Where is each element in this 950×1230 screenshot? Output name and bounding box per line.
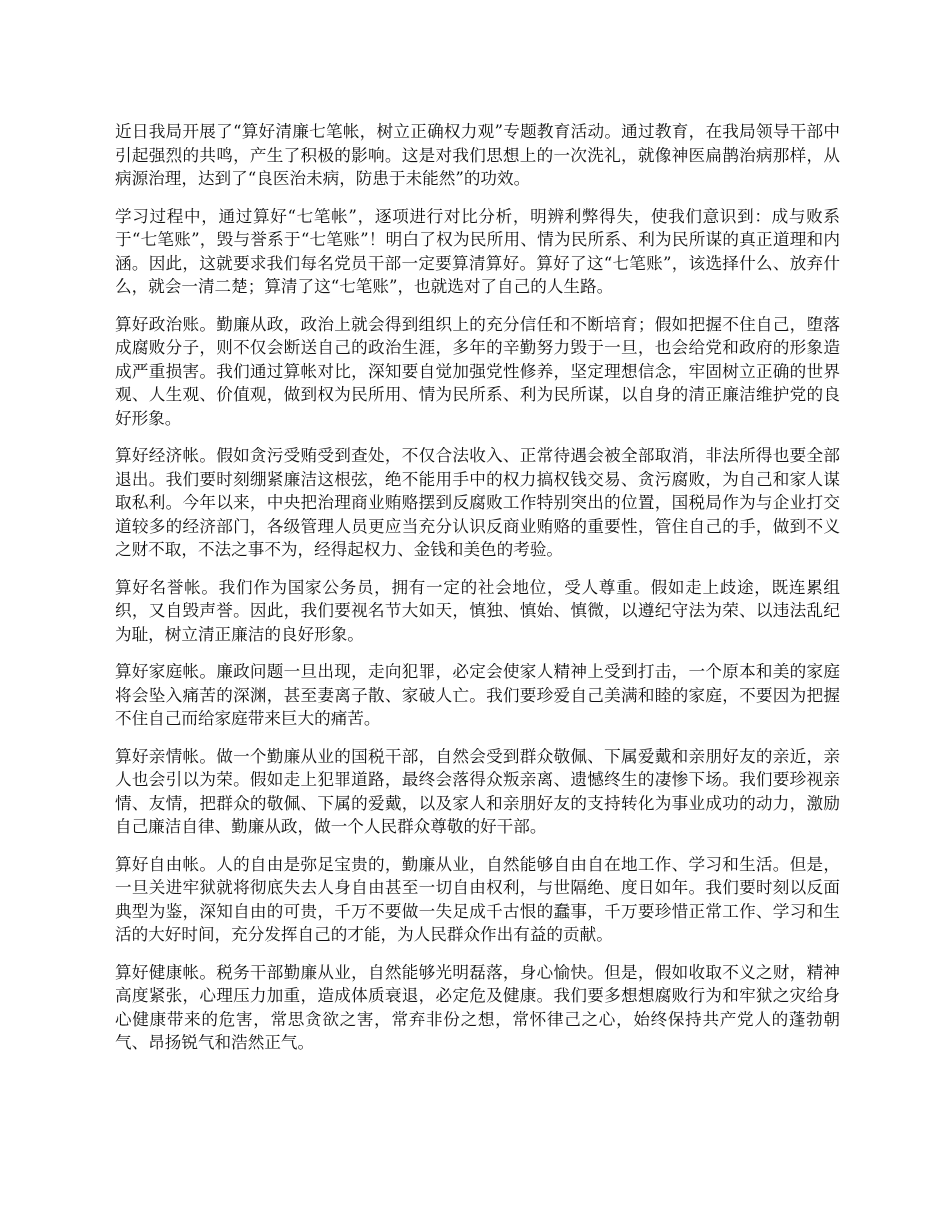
paragraph-family-account: 算好家庭帐。廉政问题一旦出现，走向犯罪，必定会使家人精神上受到打击，一个原本和美的家庭将会坠入痛苦的深渊，甚至妻离子散、家破人亡。我们要珍爱自己美满和睦的家庭，不要因为把握不住自己而给家庭带来巨大的痛苦。: [115, 662, 840, 728]
paragraph-health-account: 算好健康帐。税务干部勤廉从业，自然能够光明磊落，身心愉快。但是，假如收取不义之财，精神高度紧张，心理压力加重，造成体质衰退，必定危及健康。我们要多想想腐败行为和牢狱之灾给身心健康带来的危害，常思贪欲之害，常弃非份之想，常怀律己之心，始终保持共产党人的蓬勃朝气、昂扬锐气和浩然正气。: [115, 962, 840, 1052]
paragraph-economic-account: 算好经济帐。假如贪污受贿受到查处，不仅合法收入、正常待遇会被全部取消，非法所得也要全部退出。我们要时刻绷紧廉洁这根弦，绝不能用手中的权力搞权钱交易、贪污腐败，为自己和家人谋取私利。今年以来，中央把治理商业贿赂摆到反腐败工作特别突出的位置，国税局作为与企业打交道较多的经济部门，各级管理人员更应当充分认识反商业贿赂的重要性，管住自己的手，做到不义之财不取，不法之事不为，经得起权力、金钱和美色的考验。: [115, 446, 840, 559]
paragraph-reputation-account: 算好名誉帐。我们作为国家公务员，拥有一定的社会地位，受人尊重。假如走上歧途，既连累组织，又自毁声誉。因此，我们要视名节大如天，慎独、慎始、慎微，以遵纪守法为荣、以违法乱纪为耻，树立清正廉洁的良好形象。: [115, 577, 840, 644]
paragraph-study-process: 学习过程中，通过算好“七笔帐”，逐项进行对比分析，明辨利弊得失，使我们意识到：成与败系于“七笔账”，毁与誉系于“七笔账”！明白了权为民所用、情为民所系、利为民所谋的真正道理和内涵。因此，这就要求我们每名党员干部一定要算清算好。算好了这“七笔账”，该选择什么、放弃什么，就会一清二楚；算清了这“七笔账”，也就选对了自己的人生路。: [115, 206, 840, 296]
paragraph-kinship-account: 算好亲情帐。做一个勤廉从业的国税干部，自然会受到群众敬佩、下属爱戴和亲朋好友的亲近，亲人也会引以为荣。假如走上犯罪道路，最终会落得众叛亲离、遗憾终生的凄惨下场。我们要珍视亲情、友情，把群众的敬佩、下属的爱戴，以及家人和亲朋好友的支持转化为事业成功的动力，激励自己廉洁自律、勤廉从政，做一个人民群众尊敬的好干部。: [115, 746, 840, 836]
paragraph-freedom-account: 算好自由帐。人的自由是弥足宝贵的，勤廉从业，自然能够自由自在地工作、学习和生活。但是，一旦关进牢狱就将彻底失去人身自由甚至一切自由权利，与世隔绝、度日如年。我们要时刻以反面典型为鉴，深知自由的可贵，千万不要做一失足成千古恨的蠢事，千万要珍惜正常工作、学习和生活的大好时间，充分发挥自己的才能，为人民群众作出有益的贡献。: [115, 854, 840, 944]
document-body: [115, 120, 840, 1069]
paragraph-intro: 近日我局开展了“算好清廉七笔帐，树立正确权力观”专题教育活动。通过教育，在我局领导干部中引起强烈的共鸣，产生了积极的影响。这是对我们思想上的一次洗礼，就像神医扁鹊治病那样，从病源治理，达到了“良医治未病，防患于未能然”的功效。: [115, 122, 840, 188]
paragraph-political-account: 算好政治账。勤廉从政，政治上就会得到组织上的充分信任和不断培育；假如把握不住自己，堕落成腐败分子，则不仅会断送自己的政治生涯，多年的辛勤努力毁于一旦，也会给党和政府的形象造成严重损害。我们通过算帐对比，深知要自觉加强党性修养，坚定理想信念，牢固树立正确的世界观、人生观、价值观，做到权为民所用、情为民所系、利为民所谋，以自身的清正廉洁维护党的良好形象。: [115, 314, 840, 428]
